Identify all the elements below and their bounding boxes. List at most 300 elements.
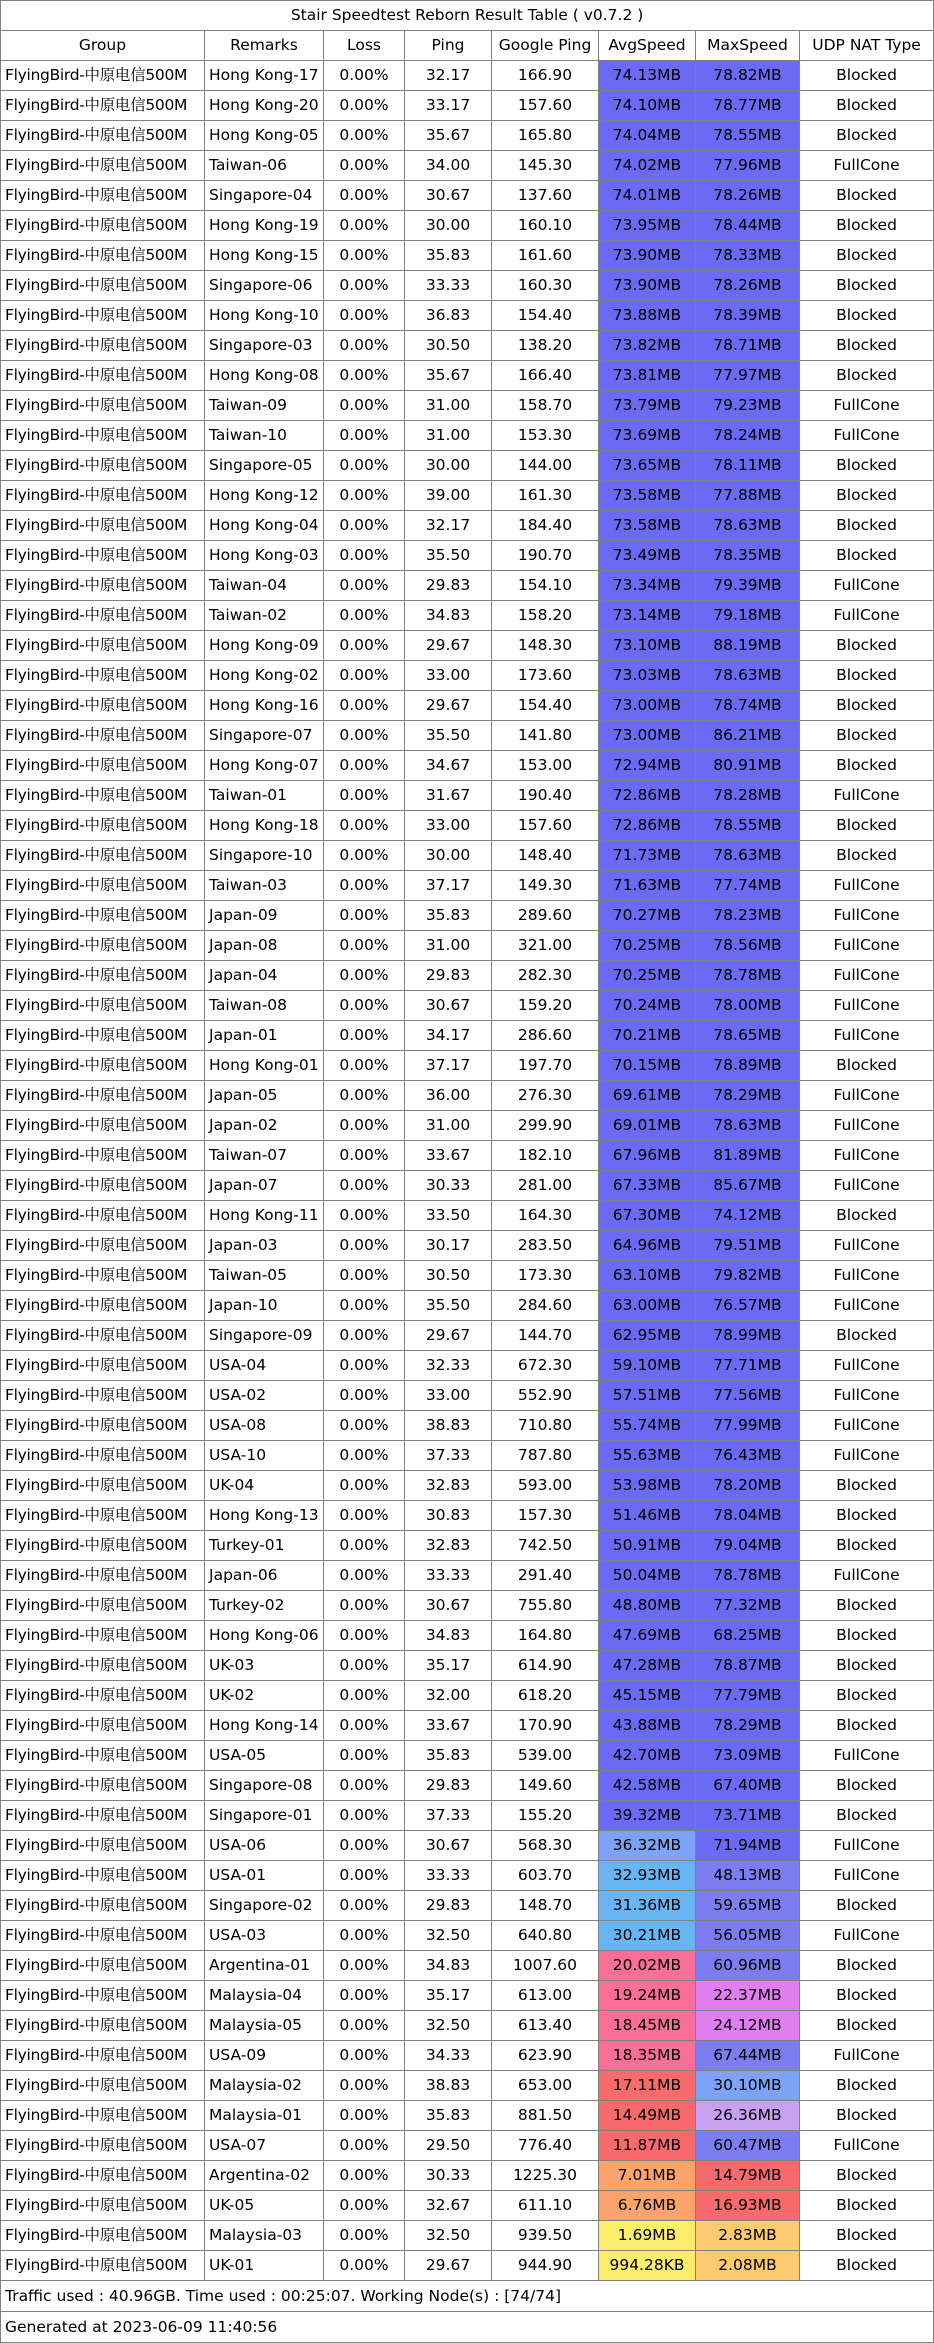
table-row: [1, 511, 934, 541]
avg-speed-cell: 70.15MB: [599, 1051, 696, 1081]
google-ping-cell: 881.50: [492, 2101, 599, 2131]
avg-speed-cell: 57.51MB: [599, 1381, 696, 1411]
google-ping-cell: 776.40: [492, 2131, 599, 2161]
footer-summary-row: [1, 2281, 934, 2312]
group-cell: FlyingBird-中原电信500M: [1, 781, 205, 811]
ping-cell: 31.00: [405, 391, 492, 421]
remarks-cell: Hong Kong-18: [205, 811, 324, 841]
ping-cell: 33.17: [405, 91, 492, 121]
avg-speed-cell: 73.34MB: [599, 571, 696, 601]
table-row: [1, 1261, 934, 1291]
table-row: [1, 1531, 934, 1561]
loss-cell: 0.00%: [324, 841, 405, 871]
ping-cell: 33.67: [405, 1711, 492, 1741]
table-row: [1, 661, 934, 691]
avg-speed-cell: 72.94MB: [599, 751, 696, 781]
udp-nat-type-cell: FullCone: [800, 1441, 934, 1471]
group-cell: FlyingBird-中原电信500M: [1, 361, 205, 391]
table-row: [1, 61, 934, 91]
group-cell: FlyingBird-中原电信500M: [1, 1501, 205, 1531]
table-row: [1, 2251, 934, 2281]
max-speed-cell: 74.12MB: [696, 1201, 800, 1231]
ping-cell: 34.83: [405, 1951, 492, 1981]
max-speed-cell: 78.55MB: [696, 121, 800, 151]
remarks-cell: Taiwan-06: [205, 151, 324, 181]
group-cell: FlyingBird-中原电信500M: [1, 1471, 205, 1501]
table-row: [1, 2041, 934, 2071]
max-speed-cell: 77.79MB: [696, 1681, 800, 1711]
loss-cell: 0.00%: [324, 601, 405, 631]
remarks-cell: Malaysia-01: [205, 2101, 324, 2131]
max-speed-cell: 78.33MB: [696, 241, 800, 271]
google-ping-cell: 653.00: [492, 2071, 599, 2101]
udp-nat-type-cell: Blocked: [800, 211, 934, 241]
max-speed-cell: 78.89MB: [696, 1051, 800, 1081]
loss-cell: 0.00%: [324, 751, 405, 781]
loss-cell: 0.00%: [324, 1591, 405, 1621]
ping-cell: 35.67: [405, 361, 492, 391]
table-row: [1, 1351, 934, 1381]
google-ping-cell: 158.20: [492, 601, 599, 631]
table-row: [1, 91, 934, 121]
udp-nat-type-cell: FullCone: [800, 1231, 934, 1261]
udp-nat-type-cell: FullCone: [800, 901, 934, 931]
ping-cell: 32.50: [405, 2221, 492, 2251]
loss-cell: 0.00%: [324, 1141, 405, 1171]
udp-nat-type-cell: Blocked: [800, 2191, 934, 2221]
ping-cell: 32.17: [405, 511, 492, 541]
loss-cell: 0.00%: [324, 2191, 405, 2221]
group-cell: FlyingBird-中原电信500M: [1, 211, 205, 241]
avg-speed-cell: 73.58MB: [599, 481, 696, 511]
table-row: [1, 1591, 934, 1621]
ping-cell: 30.33: [405, 1171, 492, 1201]
ping-cell: 29.67: [405, 691, 492, 721]
group-cell: FlyingBird-中原电信500M: [1, 991, 205, 1021]
loss-cell: 0.00%: [324, 2161, 405, 2191]
group-cell: FlyingBird-中原电信500M: [1, 811, 205, 841]
avg-speed-cell: 48.80MB: [599, 1591, 696, 1621]
ping-cell: 30.67: [405, 181, 492, 211]
loss-cell: 0.00%: [324, 1261, 405, 1291]
remarks-cell: Malaysia-02: [205, 2071, 324, 2101]
google-ping-cell: 755.80: [492, 1591, 599, 1621]
remarks-cell: UK-02: [205, 1681, 324, 1711]
group-cell: FlyingBird-中原电信500M: [1, 841, 205, 871]
table-row: [1, 121, 934, 151]
udp-nat-type-cell: Blocked: [800, 1981, 934, 2011]
group-cell: FlyingBird-中原电信500M: [1, 1981, 205, 2011]
table-row: [1, 1801, 934, 1831]
udp-nat-type-cell: FullCone: [800, 1021, 934, 1051]
loss-cell: 0.00%: [324, 1921, 405, 1951]
table-row: [1, 721, 934, 751]
table-row: [1, 361, 934, 391]
google-ping-cell: 137.60: [492, 181, 599, 211]
table-row: [1, 601, 934, 631]
google-ping-cell: 289.60: [492, 901, 599, 931]
udp-nat-type-cell: FullCone: [800, 391, 934, 421]
table-row: [1, 1831, 934, 1861]
remarks-cell: Japan-09: [205, 901, 324, 931]
group-cell: FlyingBird-中原电信500M: [1, 1351, 205, 1381]
table-row: [1, 2011, 934, 2041]
udp-nat-type-cell: FullCone: [800, 1381, 934, 1411]
max-speed-cell: 76.43MB: [696, 1441, 800, 1471]
loss-cell: 0.00%: [324, 1801, 405, 1831]
udp-nat-type-cell: Blocked: [800, 361, 934, 391]
udp-nat-type-cell: Blocked: [800, 541, 934, 571]
ping-cell: 33.00: [405, 1381, 492, 1411]
loss-cell: 0.00%: [324, 871, 405, 901]
loss-cell: 0.00%: [324, 691, 405, 721]
max-speed-cell: 77.71MB: [696, 1351, 800, 1381]
ping-cell: 29.83: [405, 571, 492, 601]
group-cell: FlyingBird-中原电信500M: [1, 1561, 205, 1591]
loss-cell: 0.00%: [324, 1111, 405, 1141]
max-speed-cell: 86.21MB: [696, 721, 800, 751]
max-speed-cell: 79.23MB: [696, 391, 800, 421]
google-ping-cell: 623.90: [492, 2041, 599, 2071]
table-row: [1, 1171, 934, 1201]
group-cell: FlyingBird-中原电信500M: [1, 1261, 205, 1291]
group-cell: FlyingBird-中原电信500M: [1, 721, 205, 751]
remarks-cell: Hong Kong-02: [205, 661, 324, 691]
google-ping-cell: 276.30: [492, 1081, 599, 1111]
group-cell: FlyingBird-中原电信500M: [1, 901, 205, 931]
loss-cell: 0.00%: [324, 931, 405, 961]
remarks-cell: Hong Kong-01: [205, 1051, 324, 1081]
table-row: [1, 1321, 934, 1351]
udp-nat-type-cell: Blocked: [800, 301, 934, 331]
remarks-cell: Singapore-10: [205, 841, 324, 871]
ping-cell: 35.50: [405, 1291, 492, 1321]
remarks-cell: Argentina-01: [205, 1951, 324, 1981]
group-cell: FlyingBird-中原电信500M: [1, 931, 205, 961]
ping-cell: 35.50: [405, 721, 492, 751]
table-row: [1, 1051, 934, 1081]
remarks-cell: Taiwan-04: [205, 571, 324, 601]
max-speed-cell: 78.29MB: [696, 1081, 800, 1111]
udp-nat-type-cell: FullCone: [800, 1111, 934, 1141]
google-ping-cell: 138.20: [492, 331, 599, 361]
remarks-cell: Taiwan-02: [205, 601, 324, 631]
header-ping: Ping: [405, 31, 492, 61]
max-speed-cell: 80.91MB: [696, 751, 800, 781]
ping-cell: 32.50: [405, 1921, 492, 1951]
loss-cell: 0.00%: [324, 1441, 405, 1471]
loss-cell: 0.00%: [324, 241, 405, 271]
ping-cell: 33.33: [405, 1561, 492, 1591]
remarks-cell: USA-04: [205, 1351, 324, 1381]
google-ping-cell: 299.90: [492, 1111, 599, 1141]
table-row: [1, 271, 934, 301]
group-cell: FlyingBird-中原电信500M: [1, 1231, 205, 1261]
udp-nat-type-cell: FullCone: [800, 961, 934, 991]
header-google-ping: Google Ping: [492, 31, 599, 61]
max-speed-cell: 78.74MB: [696, 691, 800, 721]
avg-speed-cell: 73.00MB: [599, 721, 696, 751]
loss-cell: 0.00%: [324, 511, 405, 541]
ping-cell: 30.50: [405, 331, 492, 361]
ping-cell: 29.83: [405, 961, 492, 991]
udp-nat-type-cell: FullCone: [800, 151, 934, 181]
max-speed-cell: 68.25MB: [696, 1621, 800, 1651]
google-ping-cell: 197.70: [492, 1051, 599, 1081]
udp-nat-type-cell: Blocked: [800, 1321, 934, 1351]
google-ping-cell: 144.70: [492, 1321, 599, 1351]
ping-cell: 31.67: [405, 781, 492, 811]
group-cell: FlyingBird-中原电信500M: [1, 511, 205, 541]
ping-cell: 39.00: [405, 481, 492, 511]
ping-cell: 33.00: [405, 811, 492, 841]
table-row: [1, 241, 934, 271]
loss-cell: 0.00%: [324, 211, 405, 241]
loss-cell: 0.00%: [324, 61, 405, 91]
loss-cell: 0.00%: [324, 2221, 405, 2251]
table-row: [1, 541, 934, 571]
table-row: [1, 2071, 934, 2101]
avg-speed-cell: 45.15MB: [599, 1681, 696, 1711]
max-speed-cell: 78.82MB: [696, 61, 800, 91]
table-row: [1, 931, 934, 961]
max-speed-cell: 78.39MB: [696, 301, 800, 331]
ping-cell: 31.00: [405, 1111, 492, 1141]
loss-cell: 0.00%: [324, 1231, 405, 1261]
remarks-cell: Taiwan-01: [205, 781, 324, 811]
remarks-cell: USA-01: [205, 1861, 324, 1891]
loss-cell: 0.00%: [324, 331, 405, 361]
ping-cell: 34.00: [405, 151, 492, 181]
ping-cell: 32.00: [405, 1681, 492, 1711]
max-speed-cell: 78.24MB: [696, 421, 800, 451]
table-row: [1, 1441, 934, 1471]
google-ping-cell: 148.70: [492, 1891, 599, 1921]
max-speed-cell: 59.65MB: [696, 1891, 800, 1921]
group-cell: FlyingBird-中原电信500M: [1, 1741, 205, 1771]
avg-speed-cell: 47.28MB: [599, 1651, 696, 1681]
udp-nat-type-cell: Blocked: [800, 2161, 934, 2191]
udp-nat-type-cell: Blocked: [800, 511, 934, 541]
google-ping-cell: 165.80: [492, 121, 599, 151]
udp-nat-type-cell: Blocked: [800, 61, 934, 91]
remarks-cell: UK-05: [205, 2191, 324, 2221]
table-row: [1, 1201, 934, 1231]
max-speed-cell: 77.32MB: [696, 1591, 800, 1621]
ping-cell: 32.17: [405, 61, 492, 91]
group-cell: FlyingBird-中原电信500M: [1, 1681, 205, 1711]
group-cell: FlyingBird-中原电信500M: [1, 691, 205, 721]
ping-cell: 30.67: [405, 1831, 492, 1861]
table-row: [1, 1861, 934, 1891]
ping-cell: 34.83: [405, 601, 492, 631]
loss-cell: 0.00%: [324, 361, 405, 391]
max-speed-cell: 78.71MB: [696, 331, 800, 361]
avg-speed-cell: 73.10MB: [599, 631, 696, 661]
avg-speed-cell: 53.98MB: [599, 1471, 696, 1501]
max-speed-cell: 24.12MB: [696, 2011, 800, 2041]
avg-speed-cell: 18.45MB: [599, 2011, 696, 2041]
max-speed-cell: 76.57MB: [696, 1291, 800, 1321]
remarks-cell: Hong Kong-06: [205, 1621, 324, 1651]
ping-cell: 30.00: [405, 211, 492, 241]
google-ping-cell: 159.20: [492, 991, 599, 1021]
table-row: [1, 751, 934, 781]
loss-cell: 0.00%: [324, 1471, 405, 1501]
table-row: [1, 151, 934, 181]
loss-cell: 0.00%: [324, 541, 405, 571]
google-ping-cell: 173.60: [492, 661, 599, 691]
ping-cell: 38.83: [405, 2071, 492, 2101]
loss-cell: 0.00%: [324, 2251, 405, 2281]
group-cell: FlyingBird-中原电信500M: [1, 1951, 205, 1981]
ping-cell: 36.83: [405, 301, 492, 331]
table-row: [1, 1651, 934, 1681]
udp-nat-type-cell: FullCone: [800, 1081, 934, 1111]
max-speed-cell: 22.37MB: [696, 1981, 800, 2011]
ping-cell: 33.67: [405, 1141, 492, 1171]
table-row: [1, 1951, 934, 1981]
google-ping-cell: 161.60: [492, 241, 599, 271]
google-ping-cell: 160.30: [492, 271, 599, 301]
google-ping-cell: 155.20: [492, 1801, 599, 1831]
ping-cell: 32.33: [405, 1351, 492, 1381]
avg-speed-cell: 74.04MB: [599, 121, 696, 151]
group-cell: FlyingBird-中原电信500M: [1, 1321, 205, 1351]
ping-cell: 33.50: [405, 1201, 492, 1231]
google-ping-cell: 939.50: [492, 2221, 599, 2251]
loss-cell: 0.00%: [324, 1411, 405, 1441]
ping-cell: 37.33: [405, 1801, 492, 1831]
remarks-cell: Japan-02: [205, 1111, 324, 1141]
max-speed-cell: 79.18MB: [696, 601, 800, 631]
google-ping-cell: 170.90: [492, 1711, 599, 1741]
traffic-summary: Traffic used : 40.96GB. Time used : 00:25:07. Working Node(s) : [74/74]: [1, 2281, 934, 2312]
udp-nat-type-cell: Blocked: [800, 2071, 934, 2101]
udp-nat-type-cell: FullCone: [800, 1291, 934, 1321]
google-ping-cell: 160.10: [492, 211, 599, 241]
remarks-cell: Malaysia-03: [205, 2221, 324, 2251]
table-row: [1, 481, 934, 511]
remarks-cell: USA-06: [205, 1831, 324, 1861]
table-row: [1, 1471, 934, 1501]
ping-cell: 29.83: [405, 1891, 492, 1921]
max-speed-cell: 79.39MB: [696, 571, 800, 601]
udp-nat-type-cell: Blocked: [800, 271, 934, 301]
avg-speed-cell: 30.21MB: [599, 1921, 696, 1951]
table-row: [1, 841, 934, 871]
ping-cell: 30.83: [405, 1501, 492, 1531]
udp-nat-type-cell: Blocked: [800, 91, 934, 121]
udp-nat-type-cell: FullCone: [800, 781, 934, 811]
remarks-cell: Hong Kong-17: [205, 61, 324, 91]
group-cell: FlyingBird-中原电信500M: [1, 301, 205, 331]
group-cell: FlyingBird-中原电信500M: [1, 1081, 205, 1111]
table-row: [1, 1711, 934, 1741]
group-cell: FlyingBird-中原电信500M: [1, 961, 205, 991]
max-speed-cell: 78.56MB: [696, 931, 800, 961]
max-speed-cell: 78.04MB: [696, 1501, 800, 1531]
max-speed-cell: 73.09MB: [696, 1741, 800, 1771]
remarks-cell: Malaysia-04: [205, 1981, 324, 2011]
remarks-cell: Taiwan-10: [205, 421, 324, 451]
udp-nat-type-cell: Blocked: [800, 1531, 934, 1561]
table-row: [1, 1501, 934, 1531]
google-ping-cell: 539.00: [492, 1741, 599, 1771]
max-speed-cell: 14.79MB: [696, 2161, 800, 2191]
remarks-cell: Singapore-07: [205, 721, 324, 751]
max-speed-cell: 77.96MB: [696, 151, 800, 181]
table-row: [1, 1621, 934, 1651]
ping-cell: 29.50: [405, 2131, 492, 2161]
udp-nat-type-cell: Blocked: [800, 1201, 934, 1231]
avg-speed-cell: 70.27MB: [599, 901, 696, 931]
group-cell: FlyingBird-中原电信500M: [1, 2161, 205, 2191]
max-speed-cell: 77.74MB: [696, 871, 800, 901]
group-cell: FlyingBird-中原电信500M: [1, 571, 205, 601]
max-speed-cell: 79.51MB: [696, 1231, 800, 1261]
group-cell: FlyingBird-中原电信500M: [1, 1711, 205, 1741]
avg-speed-cell: 72.86MB: [599, 781, 696, 811]
udp-nat-type-cell: FullCone: [800, 2041, 934, 2071]
avg-speed-cell: 55.74MB: [599, 1411, 696, 1441]
udp-nat-type-cell: FullCone: [800, 2131, 934, 2161]
udp-nat-type-cell: Blocked: [800, 1951, 934, 1981]
remarks-cell: Malaysia-05: [205, 2011, 324, 2041]
google-ping-cell: 568.30: [492, 1831, 599, 1861]
group-cell: FlyingBird-中原电信500M: [1, 181, 205, 211]
table-row: [1, 2221, 934, 2251]
max-speed-cell: 79.82MB: [696, 1261, 800, 1291]
udp-nat-type-cell: Blocked: [800, 1501, 934, 1531]
header-row: [1, 31, 934, 61]
remarks-cell: Taiwan-08: [205, 991, 324, 1021]
udp-nat-type-cell: Blocked: [800, 481, 934, 511]
google-ping-cell: 672.30: [492, 1351, 599, 1381]
avg-speed-cell: 73.69MB: [599, 421, 696, 451]
remarks-cell: USA-09: [205, 2041, 324, 2071]
group-cell: FlyingBird-中原电信500M: [1, 2041, 205, 2071]
avg-speed-cell: 73.58MB: [599, 511, 696, 541]
udp-nat-type-cell: FullCone: [800, 1171, 934, 1201]
remarks-cell: Japan-10: [205, 1291, 324, 1321]
remarks-cell: USA-02: [205, 1381, 324, 1411]
google-ping-cell: 281.00: [492, 1171, 599, 1201]
group-cell: FlyingBird-中原电信500M: [1, 751, 205, 781]
remarks-cell: USA-08: [205, 1411, 324, 1441]
table-row: [1, 811, 934, 841]
group-cell: FlyingBird-中原电信500M: [1, 1051, 205, 1081]
google-ping-cell: 154.40: [492, 691, 599, 721]
google-ping-cell: 1225.30: [492, 2161, 599, 2191]
udp-nat-type-cell: FullCone: [800, 1831, 934, 1861]
avg-speed-cell: 73.14MB: [599, 601, 696, 631]
google-ping-cell: 148.40: [492, 841, 599, 871]
group-cell: FlyingBird-中原电信500M: [1, 541, 205, 571]
remarks-cell: Hong Kong-20: [205, 91, 324, 121]
avg-speed-cell: 32.93MB: [599, 1861, 696, 1891]
avg-speed-cell: 39.32MB: [599, 1801, 696, 1831]
remarks-cell: Japan-05: [205, 1081, 324, 1111]
loss-cell: 0.00%: [324, 91, 405, 121]
table-row: [1, 1111, 934, 1141]
avg-speed-cell: 71.63MB: [599, 871, 696, 901]
table-row: [1, 1141, 934, 1171]
max-speed-cell: 78.11MB: [696, 451, 800, 481]
remarks-cell: Japan-01: [205, 1021, 324, 1051]
group-cell: FlyingBird-中原电信500M: [1, 1291, 205, 1321]
max-speed-cell: 77.97MB: [696, 361, 800, 391]
